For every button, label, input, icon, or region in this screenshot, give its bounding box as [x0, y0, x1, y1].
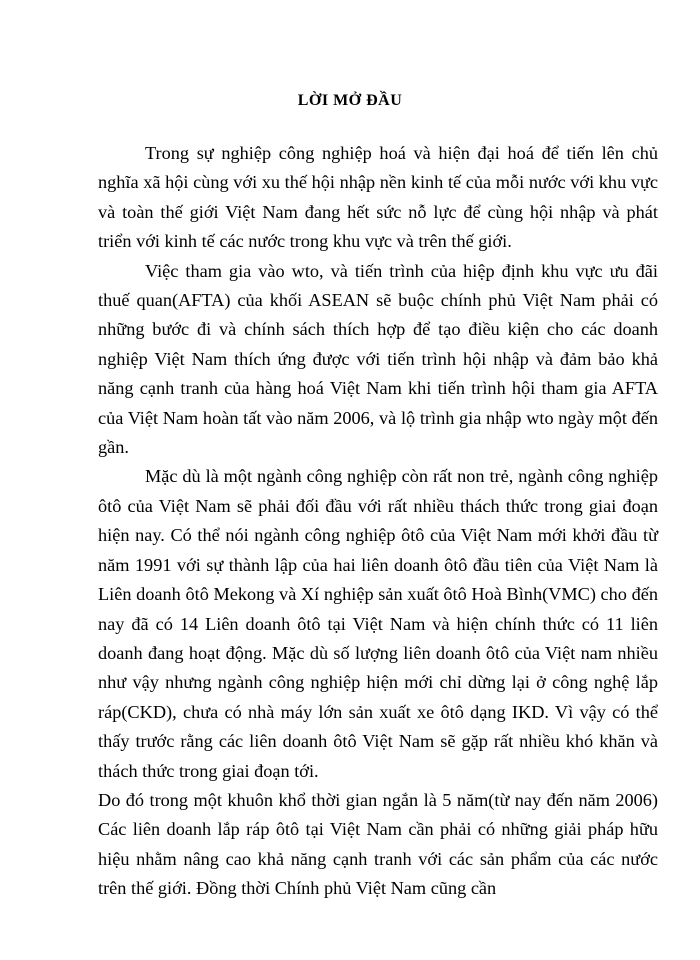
- paragraph-1: Trong sự nghiệp công nghiệp hoá và hiện đại hoá để tiến lên chủ nghĩa xã hội cùng với xu thế hội nhập nền kinh tế của mỗi nước với khu vực và toàn thế giới Việt Nam đang hết sức nỗ lực để cùng hội nhập và phát triển với kinh tế các nước trong khu vực và trên thế giới.: [98, 143, 658, 252]
- paragraph-2: Việc tham gia vào wto, và tiến trình của hiệp định khu vực ưu đãi thuế quan(AFTA) của khối ASEAN sẽ buộc chính phủ Việt Nam phải có những bước đi và chính sách thích hợp để tạo điều kiện cho các doanh nghiệp Việt Nam thích ứng được với tiến trình hội nhập và đảm bảo khả năng cạnh tranh của hàng hoá Việt Nam khi tiến trình hội tham gia AFTA của Việt Nam hoàn tất vào năm 2006, và lộ trình gia nhập wto ngày một đến gần.: [98, 260, 658, 458]
- paragraph-3: Mặc dù là một ngành công nghiệp còn rất non trẻ, ngành công nghiệp ôtô của Việt Nam sẽ phải đối đầu với rất nhiều thách thức trong giai đoạn hiện nay. Có thể nói ngành công nghiệp ôtô của Việt Nam mới khởi đầu từ năm 1991 với sự thành lập của hai liên doanh ôtô đầu tiên của Việt Nam là Liên doanh ôtô Mekong và Xí nghiệp sản xuất ôtô Hoà Bình(VMC) cho đến nay đã có 14 Liên doanh ôtô tại Việt Nam và hiện chính thức có 11 liên doanh đang hoạt động. Mặc dù số lượng liên doanh ôtô của Việt nam nhiều như vậy nhưng ngành công nghiệp hiện mới chỉ dừng lại ở công nghệ lắp ráp(CKD), chưa có nhà máy lớn sản xuất xe ôtô dạng IKD. Vì vậy có thể thấy trước rằng các liên doanh ôtô Việt Nam sẽ gặp rất nhiều khó khăn và thách thức trong giai đoạn tới.: [98, 466, 658, 781]
- paragraph-4: Do đó trong một khuôn khổ thời gian ngắn là 5 năm(từ nay đến năm 2006) Các liên doanh lắp ráp ôtô tại Việt Nam cần phải có những giải pháp hữu hiệu nhằm nâng cao khả năng cạnh tranh với các sản phẩm của các nước trên thế giới. Đồng thời Chính phủ Việt Nam cũng cần: [98, 789, 658, 899]
- page-title: LỜI MỞ ĐẦU: [297, 92, 403, 109]
- document-body: [98, 139, 658, 904]
